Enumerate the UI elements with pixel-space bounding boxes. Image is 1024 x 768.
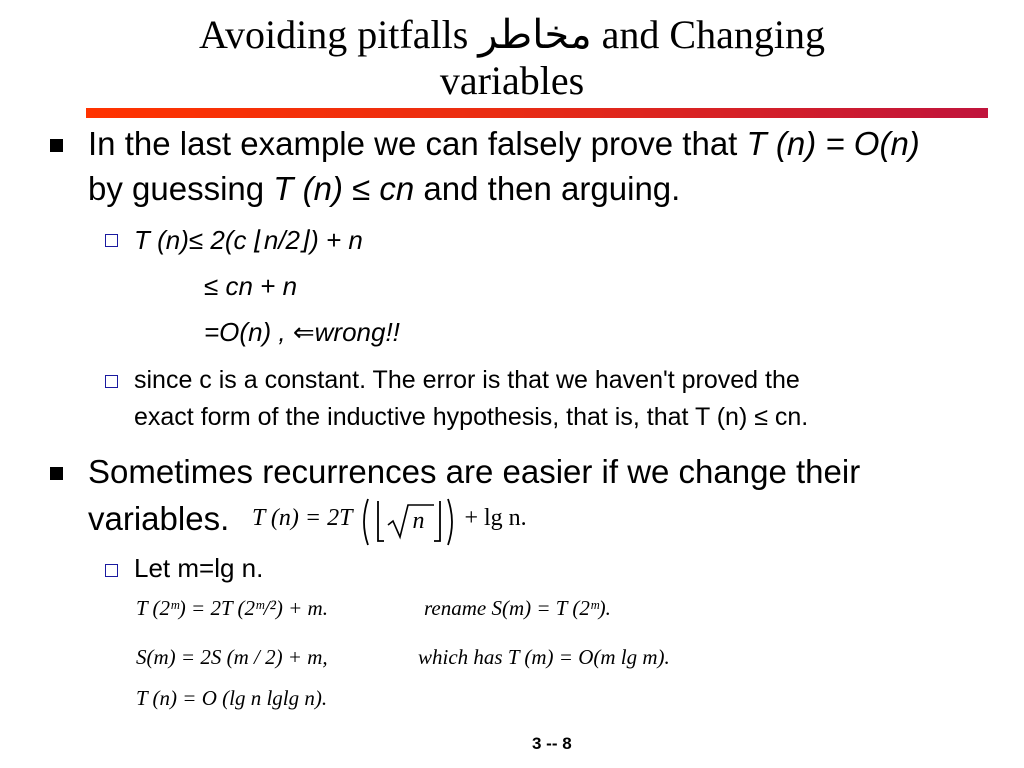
bullet-marker-1: [50, 139, 63, 152]
bullet-1-line-2-text: by guessing: [88, 170, 274, 207]
derivation-line-2: [204, 268, 297, 304]
derivation-line-1-text: T (n)≤ 2(c ⌊n/2⌋) + n: [134, 225, 363, 255]
derivation-line-2-text: ≤ cn + n: [204, 271, 298, 301]
derivation-line-3-text: =O(n) , ⇐wrong!!: [204, 317, 400, 347]
equation-row-3: [136, 686, 327, 711]
title-line-1: Avoiding pitfalls مخاطر and Changing: [199, 12, 825, 57]
sub-bullet-marker-1: [105, 234, 118, 247]
floor-sqrt-bracket: [358, 497, 458, 547]
equation-row-1-left: [136, 596, 328, 621]
derivation-line-3: [204, 314, 400, 350]
recurrence-rhs: + lg n.: [464, 505, 527, 531]
explanation-line-1: since c is a constant. The error is that we haven't proved the: [134, 366, 800, 394]
bullet-2-line-1: Sometimes recurrences are easier if we change their: [88, 453, 861, 490]
sub-bullet-marker-2: [105, 375, 118, 388]
bullet-marker-2: [50, 467, 63, 480]
bullet-1-line-1-math: T (n) = O(n): [746, 125, 920, 162]
derivation-line-1: [134, 222, 363, 258]
eq1-left-text: T (2ᵐ) = 2T (2ᵐ/²) + m.: [136, 596, 328, 620]
floor-sqrt-group: [358, 497, 458, 541]
title-divider: [86, 108, 988, 118]
title-line-2: variables: [439, 58, 585, 103]
bullet-1-line-1-text: In the last example we can falsely prove that: [88, 125, 747, 162]
recurrence-equation: [252, 496, 527, 541]
eq3-text: T (n) = O (lg n lglg n).: [136, 686, 328, 710]
bullet-2-line-2: variables.: [88, 500, 230, 537]
sub-bullet-marker-3: [105, 564, 118, 577]
page-number: 3 -- 8: [532, 734, 572, 753]
equation-row-1-right: [424, 596, 611, 621]
bullet-1-line-2-math: T (n) ≤ cn: [273, 170, 415, 207]
slide-title: [0, 12, 1024, 104]
bullet-1-line-2-tail: and then arguing.: [414, 170, 681, 207]
eq2-right-text: which has T (m) = O(m lg m).: [418, 645, 670, 669]
equation-row-2-right: [418, 645, 670, 670]
eq2-left-text: S(m) = 2S (m / 2) + m,: [136, 645, 328, 669]
eq1-right-text: rename S(m) = T (2ᵐ).: [424, 596, 611, 620]
bullet-1-line-2: [88, 167, 680, 210]
explanation-line-2: exact form of the inductive hypothesis, that is, that T (n) ≤ cn.: [134, 403, 809, 431]
substitution-text: Let m=lg n.: [134, 553, 264, 583]
bullet-1-line-1: [88, 122, 920, 165]
recurrence-lhs: T (n) = 2T: [252, 505, 353, 531]
sqrt-argument: n: [412, 508, 425, 535]
equation-row-2-left: [136, 645, 328, 670]
